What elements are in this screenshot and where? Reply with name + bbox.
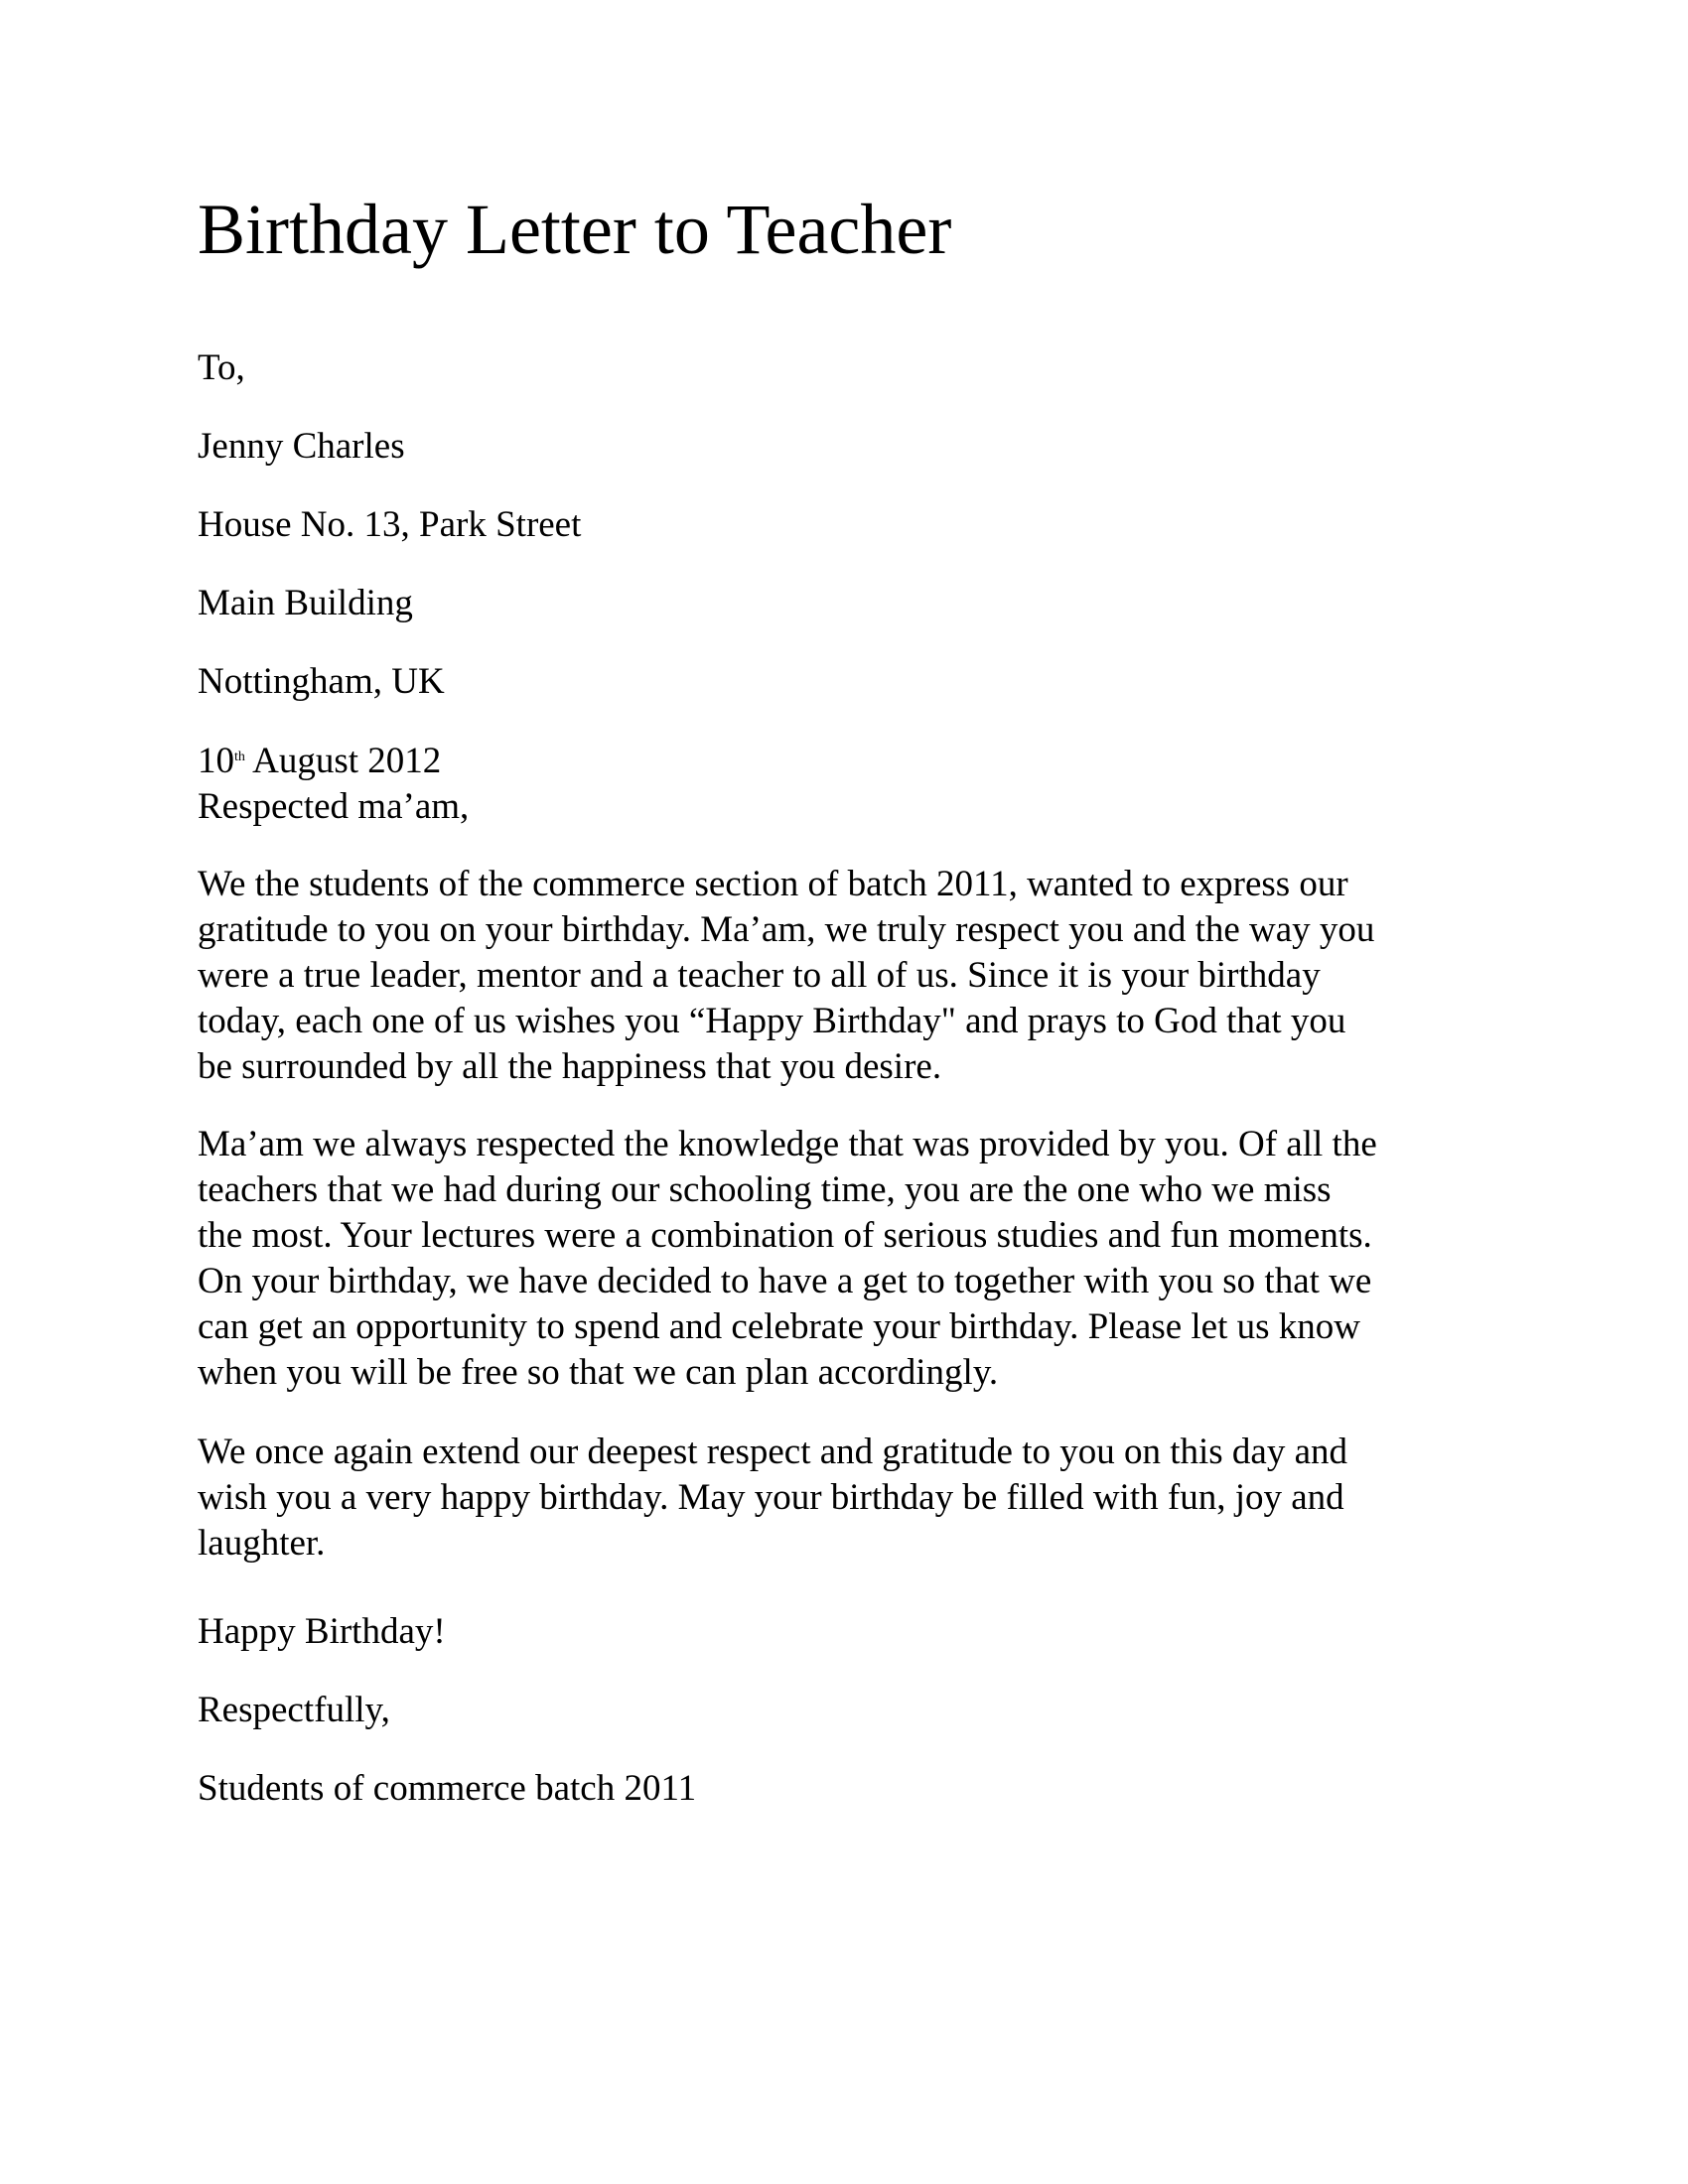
date-rest: August 2012 <box>244 741 442 781</box>
paragraph-line: gratitude to you on your birthday. Ma’am, we truly respect you and the way you <box>198 909 1375 950</box>
letter-date <box>198 743 441 779</box>
body-paragraph-1 <box>198 862 1488 1090</box>
recipient-name: Jenny Charles <box>198 426 405 467</box>
paragraph-line: the most. Your lectures were a combination of serious studies and fun moments. <box>198 1215 1372 1256</box>
body-paragraph-2 <box>198 1122 1488 1396</box>
paragraph-line: We once again extend our deepest respect and gratitude to you on this day and <box>198 1432 1348 1472</box>
salutation: Respected ma’am, <box>198 786 470 827</box>
signature: Students of commerce batch 2011 <box>198 1768 697 1809</box>
paragraph-line: teachers that we had during our schooling time, you are the one who we miss <box>198 1169 1332 1210</box>
date-suffix: th <box>234 750 245 764</box>
closing-wish: Happy Birthday! <box>198 1611 446 1652</box>
paragraph-line: laughter. <box>198 1523 326 1564</box>
paragraph-line: On your birthday, we have decided to have a get to together with you so that we <box>198 1261 1372 1301</box>
sign-off: Respectfully, <box>198 1690 390 1730</box>
date-day: 10 <box>198 741 234 781</box>
recipient-address-line3: Nottingham, UK <box>198 661 445 702</box>
paragraph-line: when you will be free so that we can plan accordingly. <box>198 1352 999 1393</box>
body-paragraph-3 <box>198 1430 1488 1567</box>
paragraph-line: were a true leader, mentor and a teacher to all of us. Since it is your birthday <box>198 955 1321 996</box>
recipient-address-line1: House No. 13, Park Street <box>198 504 582 545</box>
paragraph-line: be surrounded by all the happiness that you desire. <box>198 1046 942 1087</box>
paragraph-line: Ma’am we always respected the knowledge that was provided by you. Of all the <box>198 1124 1377 1164</box>
paragraph-line: wish you a very happy birthday. May your birthday be filled with fun, joy and <box>198 1477 1344 1518</box>
letter-title: Birthday Letter to Teacher <box>198 190 952 269</box>
paragraph-line: can get an opportunity to spend and celebrate your birthday. Please let us know <box>198 1306 1360 1347</box>
paragraph-line: We the students of the commerce section of batch 2011, wanted to express our <box>198 864 1348 904</box>
recipient-address-line2: Main Building <box>198 583 413 623</box>
paragraph-line: today, each one of us wishes you “Happy Birthday" and prays to God that you <box>198 1001 1346 1041</box>
recipient-to: To, <box>198 347 245 388</box>
